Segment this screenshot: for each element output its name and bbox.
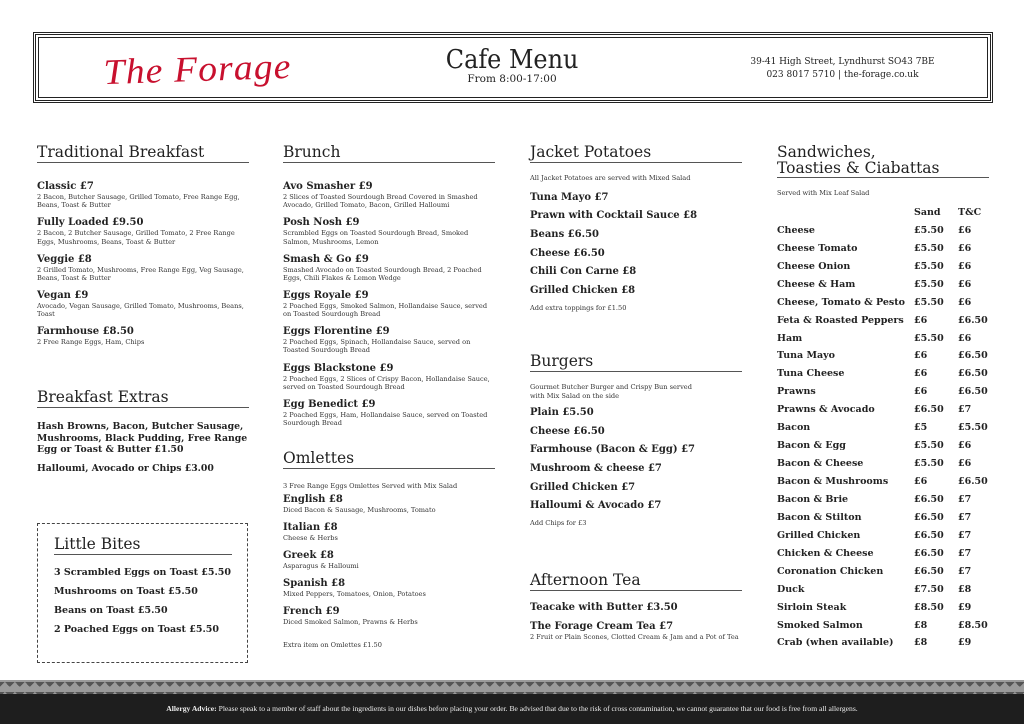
sandwich-row [777,455,989,473]
sandwich-row [777,257,989,275]
sandwich-name: Prawns [777,386,816,398]
price-sand: £6 [914,350,928,362]
sandwich-name: Bacon & Stilton [777,511,862,523]
section-sandwiches [777,144,989,652]
allergy-text: Please speak to a member of staff about the ingredients in our dishes before placing your order. Be advised that due to the risk of cross contamination, we cannot guarantee that our food is free from all allergens. [216,704,858,713]
price-tc: £6 [958,296,972,308]
section-note: 3 Free Range Eggs Omlettes Served with Mix Salad [283,482,458,490]
menu-item [37,290,249,319]
price-sand: £6.50 [914,529,944,541]
price-tc: £7 [958,511,972,523]
contact-info [735,56,950,82]
item-description: 2 Fruit or Plain Scones, Clotted Cream & Jam and a Pot of Tea [530,633,739,641]
item-description: Mixed Peppers, Tomatoes, Onion, Potatoes [283,589,426,598]
sandwich-row [777,347,989,365]
section-note: Served with Mix Leaf Salad [777,189,870,197]
price-sand: £6 [914,368,928,380]
item-name: Greek £8 [283,549,334,561]
decorative-zigzag-border [0,680,1024,694]
item-description: Scrambled Eggs on Toasted Sourdough Bread, Smoked Salmon, Mushrooms, Lemon [283,229,469,246]
sandwich-name: Smoked Salmon [777,619,863,631]
section-title: Afternoon Tea [530,572,742,591]
sandwich-row [777,311,989,329]
sandwich-name: Bacon & Cheese [777,458,864,470]
section-footnote: Add Chips for £3 [530,519,587,528]
sandwich-name: Coronation Chicken [777,565,884,577]
sandwich-row [777,365,989,383]
sandwich-name: Crab (when available) [777,637,894,649]
sandwich-name: Duck [777,583,805,595]
price-tc: £6 [958,458,972,470]
menu-item: Chili Con Carne £8 [530,266,637,278]
price-tc: £5.50 [958,422,988,434]
price-sand: £5 [914,422,928,434]
price-tc: £7 [958,404,972,416]
section-title [777,144,989,178]
section-footnote: Add extra toppings for £1.50 [530,303,627,312]
sandwich-name: Cheese [777,224,815,236]
price-tc: £6.50 [958,368,988,380]
menu-item: Mushrooms on Toast £5.50 [54,586,198,597]
sandwich-name: Cheese & Ham [777,278,856,290]
sandwich-name: Bacon & Mushrooms [777,476,889,488]
cafe-logo: The Forage [102,45,293,93]
sandwich-name: Feta & Roasted Peppers [777,314,904,326]
section-breakfast-extras [37,389,249,474]
menu-item [530,621,742,641]
item-description: Cheese & Herbs [283,533,338,542]
price-sand: £5.50 [914,278,944,290]
price-sand: £6.50 [914,404,944,416]
item-name: Italian £8 [283,521,338,533]
price-tc: £8 [958,583,972,595]
sandwich-name: Bacon & Egg [777,440,846,452]
sandwich-row [777,616,989,634]
price-sand: £6 [914,476,928,488]
item-description: 2 Bacon, 2 Butcher Sausage, Grilled Tomato, 2 Free Range Eggs, Mushrooms, Beans, Toast & Butter [37,229,235,246]
menu-item: 3 Scrambled Eggs on Toast £5.50 [54,567,232,578]
item-name: Eggs Royale £9 [283,289,369,301]
section-note: All Jacket Potatoes are served with Mixed Salad [530,174,691,182]
sandwich-row [777,293,989,311]
item-description: Avocado, Vegan Sausage, Grilled Tomato, Mushrooms, Beans, Toast [37,301,244,319]
price-sand: £6.50 [914,565,944,577]
phone: 023 8017 5710 [766,70,836,80]
sandwich-name: Prawns & Avocado [777,404,875,416]
menu-item [530,602,742,614]
price-tc: £6 [958,332,972,344]
menu-item: Beans £6.50 [530,228,599,240]
price-sand: £5.50 [914,224,944,236]
sandwich-name: Chicken & Cheese [777,547,874,559]
menu-item: Mushroom & cheese £7 [530,463,662,475]
price-tc: £6 [958,278,972,290]
price-tc: £7 [958,493,972,505]
price-tc: £9 [958,637,972,649]
menu-item: 2 Poached Eggs on Toast £5.50 [54,624,219,635]
price-sand: £8 [914,619,928,631]
menu-item [283,326,495,355]
menu-item: Grilled Chicken £8 [530,284,636,296]
price-tc: £7 [958,565,972,577]
price-sand: £8.50 [914,601,944,613]
sandwich-row [777,580,989,598]
price-tc: £6.50 [958,314,988,326]
section-omlettes [283,449,495,649]
price-sand: £6.50 [914,511,944,523]
sandwich-name: Grilled Chicken [777,529,861,541]
section-title: Little Bites [54,536,232,555]
sandwich-name: Cheese Tomato [777,242,858,254]
extras-line: Hash Browns, Bacon, Butcher Sausage, Mushrooms, Black Pudding, Free Range Egg or Toast & Butter £1.50 [37,421,248,456]
sandwich-row [777,562,989,580]
item-name: Classic £7 [37,181,94,192]
item-name: Teacake with Butter £3.50 [530,602,678,613]
menu-item: Beans on Toast £5.50 [54,605,168,616]
item-name: Smash & Go £9 [283,253,369,265]
item-name: Avo Smasher £9 [283,181,373,192]
menu-item [283,550,495,570]
item-description: 2 Poached Eggs, Spinach, Hollandaise Sauce, served on Toasted Sourdough Bread [283,338,471,355]
col-header-sand: Sand [914,206,941,218]
item-name: Veggie £8 [37,253,92,265]
menu-item: Cheese £6.50 [530,425,605,437]
price-column-headers [777,204,989,222]
menu-item: Plain £5.50 [530,407,594,418]
price-sand: £6 [914,314,928,326]
sandwich-name: Sirloin Steak [777,601,847,613]
menu-item: Tuna Mayo £7 [530,191,609,203]
item-description: Smashed Avocado on Toasted Sourdough Bread, 2 Poached Eggs, Chili Flakes & Lemon Wedge [283,265,482,282]
price-sand: £5.50 [914,440,944,452]
section-title: Brunch [283,144,495,163]
price-tc: £7 [958,547,972,559]
sandwich-row [777,473,989,491]
price-tc: £6 [958,440,972,452]
menu-item [283,494,495,514]
menu-item [283,181,495,210]
sandwich-row [777,221,989,239]
price-tc: £6.50 [958,476,988,488]
item-name: Egg Benedict £9 [283,398,376,410]
price-sand: £6.50 [914,547,944,559]
section-footnote: Extra item on Omlettes £1.50 [283,641,382,649]
menu-item [37,217,249,246]
col-header-tc: T&C [958,206,982,218]
title-line: Sandwiches, [777,143,876,161]
price-sand: £8 [914,637,928,649]
menu-item: Grilled Chicken £7 [530,481,636,493]
sandwich-row [777,401,989,419]
section-title: Burgers [530,353,742,372]
section-title: Breakfast Extras [37,389,249,408]
section-title: Omlettes [283,450,495,469]
menu-item [37,326,249,346]
sandwich-row [777,526,989,544]
item-description: Asparagus & Halloumi [283,561,359,570]
price-tc: £6 [958,260,972,272]
menu-item: Cheese £6.50 [530,247,605,259]
item-description: Diced Bacon & Sausage, Mushrooms, Tomato [283,505,436,514]
sandwich-row [777,383,989,401]
sandwich-row [777,329,989,347]
price-sand: £5.50 [914,260,944,272]
section-title: Jacket Potatoes [530,144,742,163]
title-line: Toasties & Ciabattas [777,159,940,177]
item-description: 2 Poached Eggs, 2 Slices of Crispy Bacon, Hollandaise Sauce, served on Toasted Sourdough Bread [283,374,490,391]
sandwich-row [777,275,989,293]
item-name: Eggs Blackstone £9 [283,362,394,374]
item-description: Diced Smoked Salmon, Prawns & Herbs [283,617,418,626]
menu-item: Farmhouse (Bacon & Egg) £7 [530,444,695,456]
menu-item [283,606,495,626]
item-name: English £8 [283,493,343,505]
sandwich-row [777,598,989,616]
price-sand: £5.50 [914,242,944,254]
menu-item [283,217,495,246]
price-sand: £5.50 [914,458,944,470]
item-name: Spanish £8 [283,577,346,589]
price-tc: £6 [958,242,972,254]
sandwich-row [777,508,989,526]
allergy-label: Allergy Advice: [166,704,217,713]
section-note: Gourmet Butcher Burger and Crispy Bun served with Mix Salad on the side [530,383,692,400]
item-name: The Forage Cream Tea £7 [530,621,674,632]
item-name: French £9 [283,605,340,617]
section-jacket-potatoes [530,144,742,312]
menu-item [37,181,249,210]
sandwich-row [777,544,989,562]
extras-line: Halloumi, Avocado or Chips £3.00 [37,462,214,474]
section-brunch [283,143,495,428]
menu-item [283,363,495,392]
item-name: Farmhouse £8.50 [37,326,134,338]
item-name: Fully Loaded £9.50 [37,217,144,229]
sandwich-name: Ham [777,332,803,344]
item-description: 2 Grilled Tomato, Mushrooms, Free Range Egg, Veg Sausage, Beans, Toast & Butter [37,265,244,282]
allergy-advice-footer [0,694,1024,724]
sandwich-name: Tuna Cheese [777,368,845,380]
price-tc: £7 [958,529,972,541]
item-name: Eggs Florentine £9 [283,326,390,338]
item-description: 2 Poached Eggs, Ham, Hollandaise Sauce, served on Toasted Sourdough Bread [283,410,488,428]
item-description: 2 Poached Eggs, Smoked Salmon, Hollandaise Sauce, served on Toasted Sourdough Bread [283,301,488,319]
menu-item [283,578,495,598]
sandwich-name: Bacon & Brie [777,493,849,505]
sandwich-name: Bacon [777,422,811,434]
section-burgers [530,353,742,528]
price-sand: £5.50 [914,296,944,308]
menu-item [283,399,495,428]
price-tc: £6.50 [958,386,988,398]
section-traditional-breakfast [37,143,249,347]
price-tc: £6.50 [958,350,988,362]
item-description: 2 Bacon, Butcher Sausage, Grilled Tomato, Free Range Egg, Beans, Toast & Butter [37,193,240,210]
section-little-bites [37,523,248,663]
address: 39-41 High Street, Lyndhurst SO43 7BE [750,57,935,67]
menu-item [283,522,495,542]
price-tc: £8.50 [958,619,988,631]
sandwich-row [777,437,989,455]
sandwich-name: Cheese, Tomato & Pesto [777,296,906,308]
price-sand: £6.50 [914,493,944,505]
sandwich-name: Cheese Onion [777,260,851,272]
price-tc: £6 [958,224,972,236]
item-description: 2 Slices of Toasted Sourdough Bread Covered in Smashed Avocado, Grilled Tomato, Bacon, Grilled Halloumi [283,193,478,210]
price-tc: £9 [958,601,972,613]
sandwich-row [777,419,989,437]
website: the-forage.co.uk [843,70,919,80]
title-text: Cafe Menu [445,45,579,75]
sandwich-row [777,239,989,257]
sandwich-row [777,634,989,652]
menu-item: Halloumi & Avocado £7 [530,500,662,512]
price-sand: £5.50 [914,332,944,344]
menu-item [283,290,495,319]
menu-item [283,254,495,283]
section-title: Traditional Breakfast [37,144,249,163]
sandwich-row [777,491,989,509]
section-afternoon-tea [530,571,742,641]
item-description: 2 Free Range Eggs, Ham, Chips [37,338,145,347]
menu-item: Prawn with Cocktail Sauce £8 [530,210,698,222]
opening-hours: From 8:00-17:00 [467,73,557,85]
price-sand: £7.50 [914,583,944,595]
item-name: Vegan £9 [37,289,89,301]
sandwich-name: Tuna Mayo [777,350,836,362]
separator: | [838,70,842,80]
menu-item [37,254,249,283]
price-sand: £6 [914,386,928,398]
item-name: Posh Nosh £9 [283,217,360,229]
